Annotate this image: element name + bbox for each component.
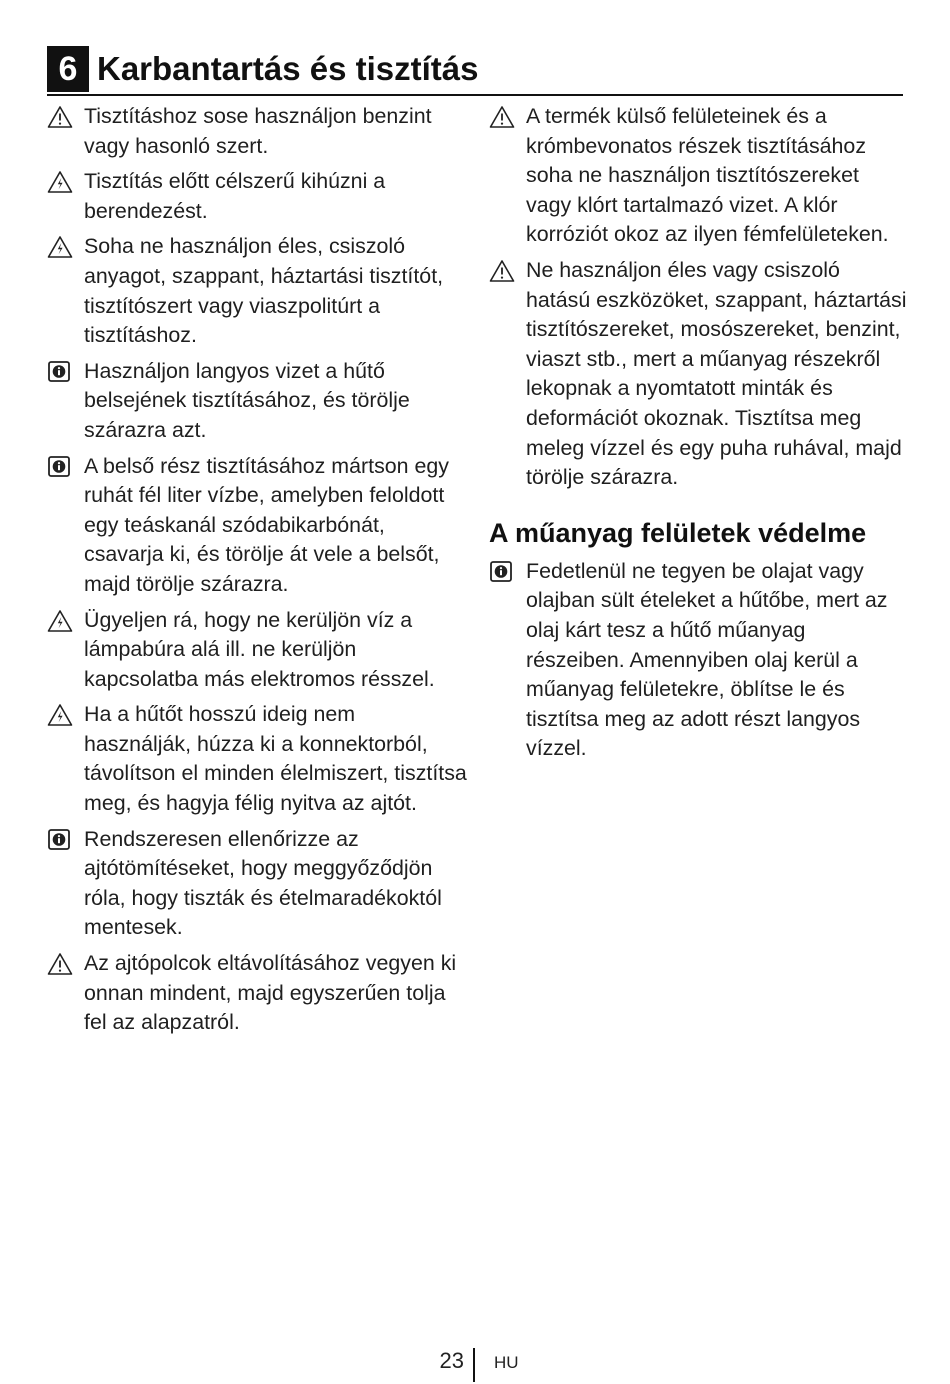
list-item	[47, 102, 467, 161]
chapter-header	[47, 46, 903, 96]
item-text: Tisztítás előtt célszerű kihúzni a berendezést.	[84, 169, 386, 223]
footer-divider	[473, 1348, 475, 1382]
electric-warning-icon	[47, 170, 73, 194]
page-number: 23	[439, 1348, 464, 1373]
list-item	[489, 102, 909, 250]
list-item	[47, 452, 467, 600]
item-text: Ügyeljen rá, hogy ne kerüljön víz a lámpabúra alá ill. ne kerüljön kapcsolatba más elektromos résszel.	[84, 607, 435, 691]
chapter-title: Karbantartás és tisztítás	[97, 50, 479, 87]
page-footer	[0, 1346, 950, 1382]
item-text: Rendszeresen ellenőrizze az ajtótömítéseket, hogy meggyőződjön róla, hogy tiszták és ételmaradékoktól mentesek.	[84, 826, 442, 940]
electric-warning-icon	[47, 703, 73, 727]
item-text: Tisztításhoz sose használjon benzint vagy hasonló szert.	[84, 104, 432, 158]
warning-icon	[489, 105, 515, 129]
item-text: A termék külső felületeinek és a krómbevonatos részek tisztításához soha ne használjon tisztítószereket vagy klórt tartalmazó vizet. A klór korróziót okoz az ilyen fémfelületeken.	[526, 104, 889, 247]
list-item	[489, 557, 909, 764]
item-text: Használjon langyos vizet a hűtő belsejének tisztításához, és törölje szárazra azt.	[84, 358, 410, 442]
list-item	[47, 357, 467, 446]
section-heading: A műanyag felületek védelme	[489, 517, 867, 548]
info-icon	[47, 828, 73, 852]
left-column	[47, 102, 467, 1044]
chapter-number: 6	[47, 46, 89, 92]
item-text: Ha a hűtőt hosszú ideig nem használják, húzza ki a konnektorból, távolítson el minden élelmiszert, tisztítsa meg, és hagyja félig nyitva az ajtót.	[84, 702, 467, 816]
item-text: Az ajtópolcok eltávolításához vegyen ki onnan mindent, majd egyszerűen tolja fel az alapzatról.	[84, 951, 457, 1035]
item-text: Soha ne használjon éles, csiszoló anyagot, szappant, háztartási tisztítót, tisztítószert vagy viaszpolitúrt a tisztításhoz.	[84, 234, 444, 348]
right-column	[489, 102, 909, 770]
list-item	[47, 167, 467, 226]
list-item	[47, 949, 467, 1038]
list-item	[489, 256, 909, 493]
language-code: HU	[494, 1353, 519, 1372]
warning-icon	[489, 259, 515, 283]
list-item	[47, 606, 467, 695]
item-text: Ne használjon éles vagy csiszoló hatású eszközöket, szappant, háztartási tisztítószereket, mosószereket, benzint, viaszt stb., mert a műanyag részekről lekopnak a nyomtatott minták és deformációt okoznak. Tisztítsa meg meleg vízzel és egy puha ruhával, majd törölje szárazra.	[526, 257, 907, 490]
info-icon	[47, 455, 73, 479]
warning-icon	[47, 105, 73, 129]
electric-warning-icon	[47, 235, 73, 259]
info-icon	[489, 560, 515, 584]
list-item	[47, 232, 467, 350]
warning-icon	[47, 952, 73, 976]
item-text: Fedetlenül ne tegyen be olajat vagy olajban sült ételeket a hűtőbe, mert az olaj kárt tesz a hűtő műanyag részeiben. Amennyiben olaj kerül a műanyag felületekre, öblítse le és tisztítsa meg az adott részt langyos vízzel.	[526, 558, 888, 761]
item-text: A belső rész tisztításához mártson egy ruhát fél liter vízbe, amelyben feloldott egy teáskanál szódabikarbónát, csavarja ki, és törölje át vele a belsőt, majd törölje szárazra.	[84, 453, 449, 596]
list-item	[47, 825, 467, 943]
electric-warning-icon	[47, 609, 73, 633]
info-icon	[47, 360, 73, 384]
list-item	[47, 700, 467, 818]
